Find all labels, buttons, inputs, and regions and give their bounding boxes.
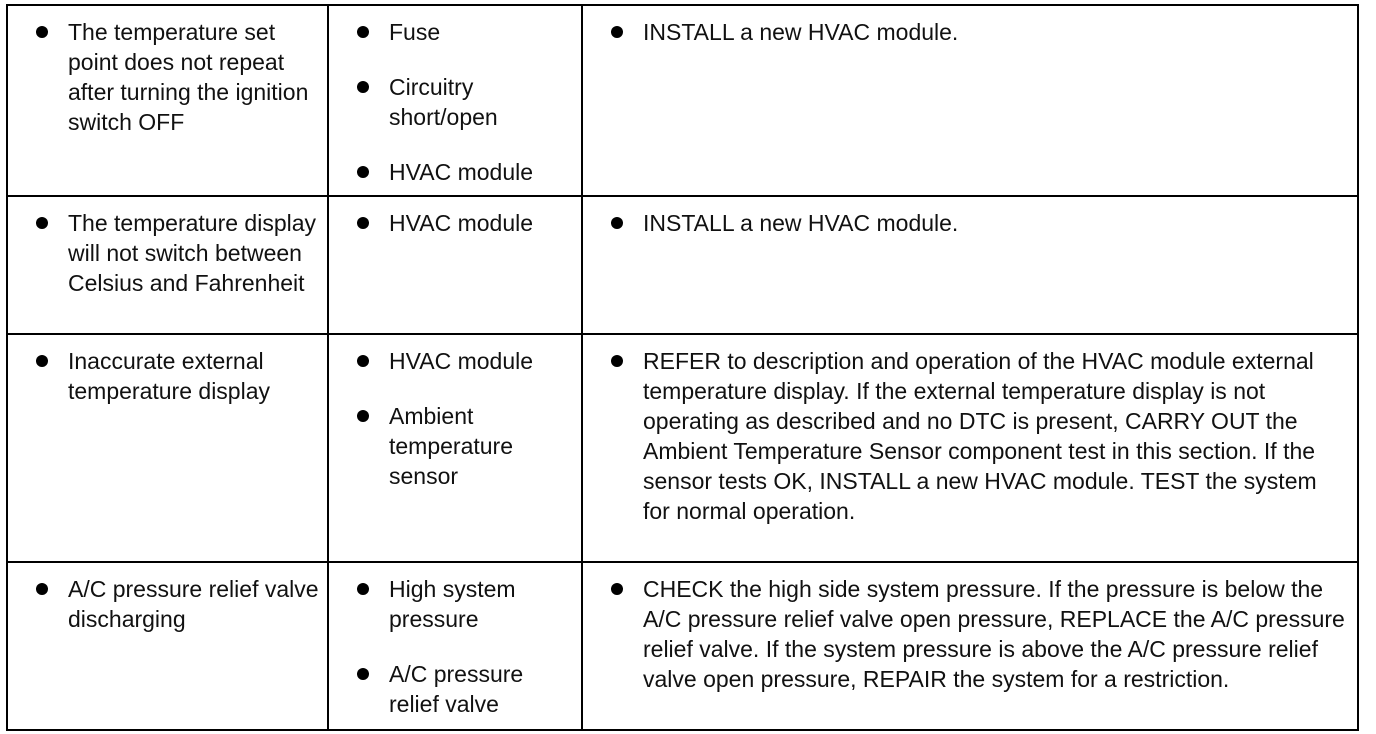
- list-item: [30, 17, 319, 137]
- source-cell: [328, 5, 582, 196]
- list-item: [30, 346, 319, 406]
- bullet-icon: [611, 217, 623, 229]
- table-row: [7, 196, 1358, 334]
- source-text: HVAC module: [389, 159, 534, 185]
- condition-cell: [7, 5, 328, 196]
- source-text: HVAC module: [389, 210, 534, 236]
- bullet-icon: [36, 583, 48, 595]
- condition-text: A/C pressure relief valve discharging: [68, 576, 319, 632]
- condition-text: The temperature set point does not repeat after turning the ignition switch OFF: [68, 19, 309, 135]
- source-text: A/C pressure relief valve: [389, 661, 524, 717]
- list-item: [351, 208, 573, 238]
- list-item: [605, 208, 1349, 238]
- symptom-chart-table: [6, 4, 1359, 731]
- action-cell: [582, 196, 1358, 334]
- action-text: REFER to description and operation of the HVAC module external temperature display. If the external temperature display is not operating as described and no DTC is present, CARRY OUT the Ambient Temperature Sensor component test in this section. If the sensor tests OK, INSTALL a new HVAC module. TEST the system for normal operation.: [643, 348, 1317, 524]
- list-item: [605, 574, 1349, 694]
- source-text: High system pressure: [389, 576, 516, 632]
- bullet-icon: [357, 668, 369, 680]
- condition-cell: [7, 334, 328, 562]
- list-item: [30, 574, 319, 634]
- list-item: [351, 659, 573, 719]
- action-cell: [582, 5, 1358, 196]
- list-item: [351, 72, 573, 132]
- table-row: [7, 5, 1358, 196]
- bullet-icon: [611, 583, 623, 595]
- list-item: [351, 346, 573, 376]
- source-text: HVAC module: [389, 348, 534, 374]
- bullet-icon: [357, 166, 369, 178]
- condition-cell: [7, 562, 328, 730]
- list-item: [351, 17, 573, 47]
- table-row: [7, 334, 1358, 562]
- action-text: INSTALL a new HVAC module.: [643, 210, 959, 236]
- table-row: [7, 562, 1358, 730]
- source-text: Fuse: [389, 19, 441, 45]
- list-item: [351, 401, 573, 491]
- list-item: [605, 346, 1349, 526]
- bullet-icon: [357, 410, 369, 422]
- bullet-icon: [357, 81, 369, 93]
- condition-text: Inaccurate external temperature display: [68, 348, 270, 404]
- list-item: [605, 17, 1349, 47]
- source-text: Ambient temperature sensor: [389, 403, 514, 489]
- bullet-icon: [357, 355, 369, 367]
- list-item: [351, 574, 573, 634]
- source-text: Circuitry short/open: [389, 74, 498, 130]
- list-item: [351, 157, 573, 187]
- list-item: [30, 208, 319, 298]
- source-cell: [328, 196, 582, 334]
- bullet-icon: [611, 355, 623, 367]
- bullet-icon: [36, 26, 48, 38]
- condition-cell: [7, 196, 328, 334]
- condition-text: The temperature display will not switch between Celsius and Fahrenheit: [68, 210, 317, 296]
- bullet-icon: [357, 217, 369, 229]
- bullet-icon: [357, 26, 369, 38]
- bullet-icon: [36, 217, 48, 229]
- diagnosis-table-container: [6, 4, 1357, 728]
- source-cell: [328, 562, 582, 730]
- action-cell: [582, 562, 1358, 730]
- action-text: CHECK the high side system pressure. If the pressure is below the A/C pressure relief valve open pressure, REPLACE the A/C pressure relief valve. If the system pressure is above the A/C pressure relief valve open pressure, REPAIR the system for a restriction.: [643, 576, 1345, 692]
- source-cell: [328, 334, 582, 562]
- action-text: INSTALL a new HVAC module.: [643, 19, 959, 45]
- action-cell: [582, 334, 1358, 562]
- bullet-icon: [357, 583, 369, 595]
- bullet-icon: [36, 355, 48, 367]
- bullet-icon: [611, 26, 623, 38]
